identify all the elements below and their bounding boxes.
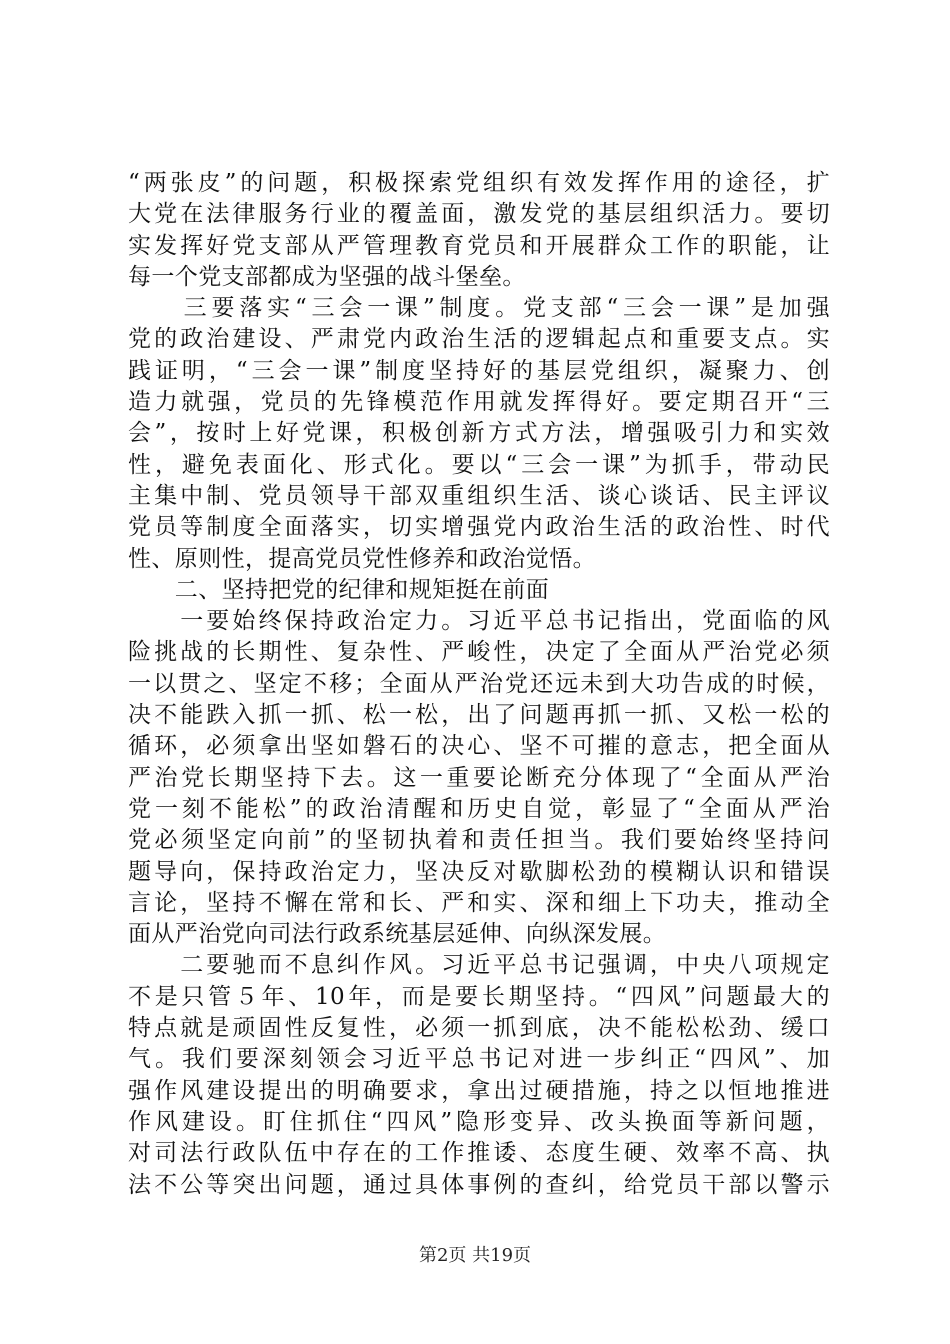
text-line: 循环，必须拿出坚如磐石的决心、坚不可摧的意志，把全面从 <box>128 733 830 760</box>
text-line: 每一个党支部都成为坚强的战斗堡垒。 <box>128 263 526 290</box>
text-line: 不是只管５年、10年，而是要长期坚持。“四风”问题最大的 <box>128 983 830 1010</box>
body-text <box>128 168 830 1201</box>
text-line: 性、原则性，提高党员党性修养和政治觉悟。 <box>128 545 596 572</box>
text-line: 强作风建设提出的明确要求，拿出过硬措施，持之以恒地推进 <box>128 1077 830 1104</box>
text-line: 党的政治建设、严肃党内政治生活的逻辑起点和重要支点。实 <box>128 326 830 353</box>
text-line: 一要始终保持政治定力。习近平总书记指出，党面临的风 <box>128 608 830 635</box>
text-line: 二要驰而不息纠作风。习近平总书记强调，中央八项规定 <box>128 952 830 979</box>
text-line: 大党在法律服务行业的覆盖面，激发党的基层组织活力。要切 <box>128 201 830 228</box>
text-line: 践证明，“三会一课”制度坚持好的基层党组织，凝聚力、创 <box>128 357 830 384</box>
section-heading: 二、坚持把党的纪律和规矩挺在前面 <box>128 576 550 603</box>
text-line: 险挑战的长期性、复杂性、严峻性，决定了全面从严治党必须 <box>128 639 830 666</box>
text-line: 题导向，保持政治定力，坚决反对歇脚松劲的模糊认识和错误 <box>128 858 830 885</box>
text-line: 严治党长期坚持下去。这一重要论断充分体现了“全面从严治 <box>128 764 830 791</box>
text-line: 党一刻不能松”的政治清醒和历史自觉，彰显了“全面从严治 <box>128 795 830 822</box>
text-line: 法不公等突出问题，通过具体事例的查纠，给党员干部以警示 <box>128 1171 830 1198</box>
page-number-footer: 第2页 共19页 <box>418 1245 532 1266</box>
text-line: 对司法行政队伍中存在的工作推诿、态度生硬、效率不高、执 <box>128 1140 830 1167</box>
text-line: 党必须坚定向前”的坚韧执着和责任担当。我们要始终坚持问 <box>128 827 830 854</box>
text-line: 会”，按时上好党课，积极创新方式方法，增强吸引力和实效 <box>128 420 830 447</box>
text-line: 气。我们要深刻领会习近平总书记对进一步纠正“四风”、加 <box>128 1046 830 1073</box>
text-line: 特点就是顽固性反复性，必须一抓到底，决不能松松劲、缓口 <box>128 1015 830 1042</box>
text-line: 言论，坚持不懈在常和长、严和实、深和细上下功夫，推动全 <box>128 889 830 916</box>
text-line: 造力就强，党员的先锋模范作用就发挥得好。要定期召开“三 <box>128 389 830 416</box>
text-line: 作风建设。盯住抓住“四风”隐形变异、改头换面等新问题， <box>128 1108 830 1135</box>
text-line: 决不能跌入抓一抓、松一松，出了问题再抓一抓、又松一松的 <box>128 702 830 729</box>
text-line: 一以贯之、坚定不移；全面从严治党还远未到大功告成的时候， <box>128 670 830 697</box>
text-line: 三要落实“三会一课”制度。党支部“三会一课”是加强 <box>128 295 830 322</box>
text-line: “两张皮”的问题，积极探索党组织有效发挥作用的途径，扩 <box>128 170 830 196</box>
text-line: 主集中制、党员领导干部双重组织生活、谈心谈话、民主评议 <box>128 482 830 509</box>
text-line: 性，避免表面化、形式化。要以“三会一课”为抓手，带动民 <box>128 451 830 478</box>
text-line: 党员等制度全面落实，切实增强党内政治生活的政治性、时代 <box>128 514 830 541</box>
text-line: 实发挥好党支部从严管理教育党员和开展群众工作的职能，让 <box>128 232 830 259</box>
text-line: 面从严治党向司法行政系统基层延伸、向纵深发展。 <box>128 921 667 948</box>
